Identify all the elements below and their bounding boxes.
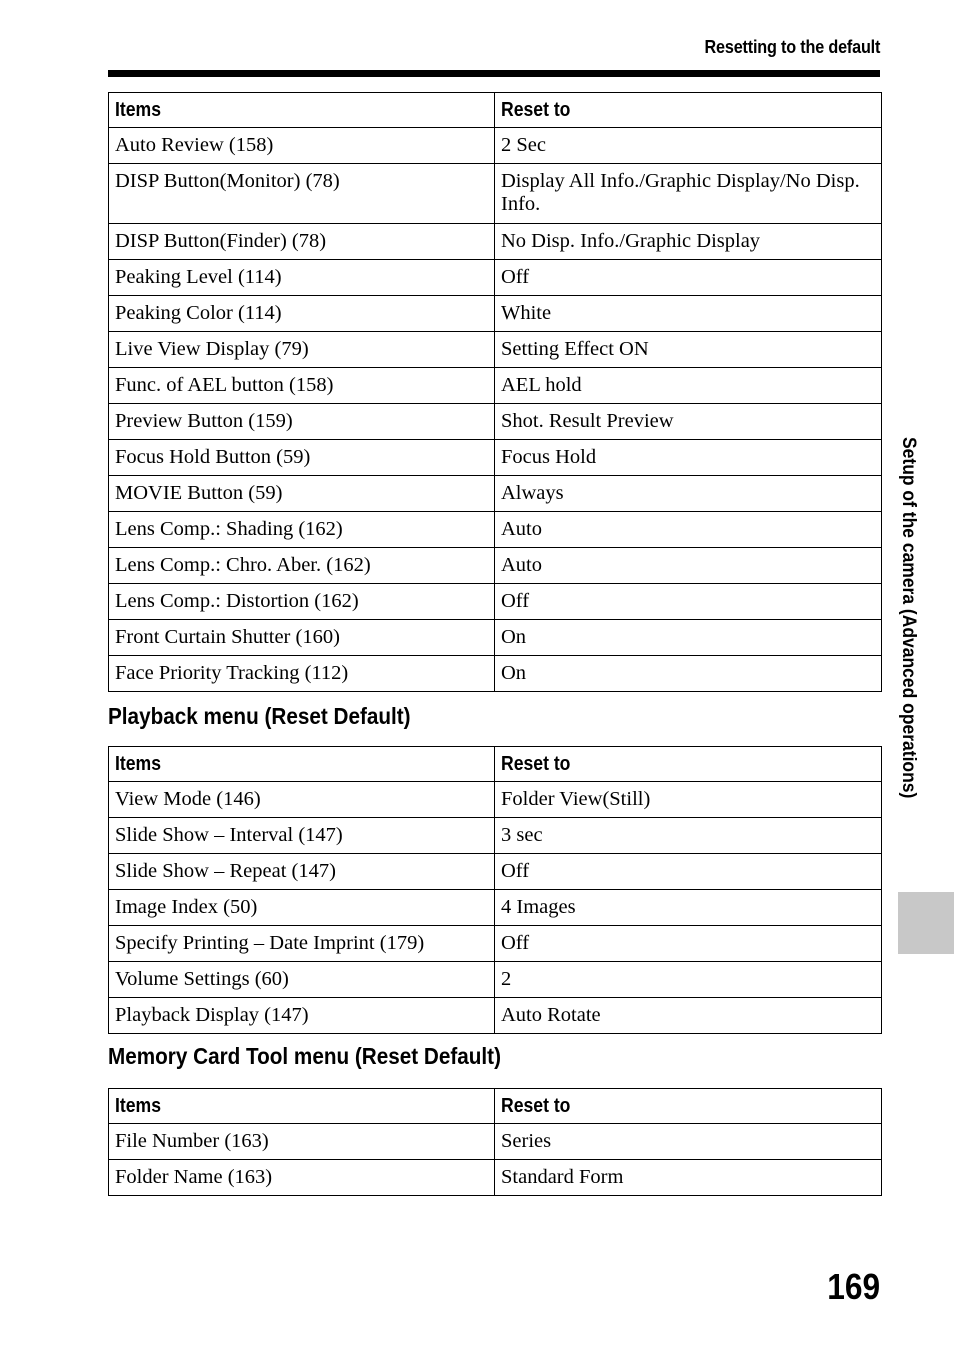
- table-row: [109, 296, 882, 332]
- table-row: [109, 440, 882, 476]
- reset-cell: Focus Hold: [495, 440, 882, 476]
- table-row: [109, 1124, 882, 1160]
- item-cell: Lens Comp.: Shading (162): [109, 512, 495, 548]
- table-header-row: [109, 747, 882, 782]
- item-cell: Slide Show – Interval (147): [109, 818, 495, 854]
- table-row: [109, 332, 882, 368]
- item-cell: Auto Review (158): [109, 128, 495, 164]
- reset-cell: Auto: [495, 548, 882, 584]
- running-head: Resetting to the default: [704, 37, 880, 57]
- reset-cell: Shot. Result Preview: [495, 404, 882, 440]
- reset-cell: On: [495, 620, 882, 656]
- item-cell: Slide Show – Repeat (147): [109, 854, 495, 890]
- item-cell: View Mode (146): [109, 782, 495, 818]
- table-row: [109, 260, 882, 296]
- table-header-row: [109, 1089, 882, 1124]
- reset-cell: Always: [495, 476, 882, 512]
- reset-cell: No Disp. Info./Graphic Display: [495, 224, 882, 260]
- item-cell: Image Index (50): [109, 890, 495, 926]
- column-header-items: Items: [109, 1089, 495, 1124]
- table-row: [109, 782, 882, 818]
- reset-cell: On: [495, 656, 882, 692]
- item-cell: Func. of AEL button (158): [109, 368, 495, 404]
- column-header-items: Items: [109, 747, 495, 782]
- memory-card-menu-heading: Memory Card Tool menu (Reset Default): [108, 1043, 501, 1069]
- item-cell: Peaking Level (114): [109, 260, 495, 296]
- table-row: [109, 404, 882, 440]
- reset-cell: 2: [495, 962, 882, 998]
- item-cell: MOVIE Button (59): [109, 476, 495, 512]
- reset-cell: 3 sec: [495, 818, 882, 854]
- table-row: [109, 128, 882, 164]
- reset-cell: Off: [495, 926, 882, 962]
- column-header-reset-to: Reset to: [495, 1089, 882, 1124]
- item-cell: Volume Settings (60): [109, 962, 495, 998]
- table-row: [109, 854, 882, 890]
- column-header-items: Items: [109, 93, 495, 128]
- item-cell: Face Priority Tracking (112): [109, 656, 495, 692]
- header-rule: [108, 70, 880, 77]
- table-row: [109, 476, 882, 512]
- reset-cell: 4 Images: [495, 890, 882, 926]
- table-row: [109, 656, 882, 692]
- table-row: [109, 890, 882, 926]
- table-row: [109, 548, 882, 584]
- table-row: [109, 368, 882, 404]
- item-cell: DISP Button(Finder) (78): [109, 224, 495, 260]
- item-cell: Lens Comp.: Distortion (162): [109, 584, 495, 620]
- playback-menu-heading: Playback menu (Reset Default): [108, 703, 411, 729]
- item-cell: Lens Comp.: Chro. Aber. (162): [109, 548, 495, 584]
- reset-cell: AEL hold: [495, 368, 882, 404]
- reset-cell: Setting Effect ON: [495, 332, 882, 368]
- item-cell: Front Curtain Shutter (160): [109, 620, 495, 656]
- reset-cell: Off: [495, 260, 882, 296]
- page-number: 169: [827, 1266, 880, 1307]
- reset-cell: Folder View(Still): [495, 782, 882, 818]
- table-row: [109, 584, 882, 620]
- reset-cell: Auto: [495, 512, 882, 548]
- reset-cell: Display All Info./Graphic Display/No Disp. Info.: [495, 164, 882, 224]
- reset-cell: White: [495, 296, 882, 332]
- table-header-row: [109, 93, 882, 128]
- chapter-side-label: Setup of the camera (Advanced operations): [898, 437, 919, 799]
- column-header-reset-to: Reset to: [495, 747, 882, 782]
- reset-cell: Series: [495, 1124, 882, 1160]
- table-row: [109, 962, 882, 998]
- item-cell: Specify Printing – Date Imprint (179): [109, 926, 495, 962]
- table-row: [109, 224, 882, 260]
- item-cell: Focus Hold Button (59): [109, 440, 495, 476]
- item-cell: Live View Display (79): [109, 332, 495, 368]
- table-row: [109, 998, 882, 1034]
- reset-cell: 2 Sec: [495, 128, 882, 164]
- item-cell: Preview Button (159): [109, 404, 495, 440]
- reset-cell: Off: [495, 584, 882, 620]
- table-row: [109, 620, 882, 656]
- column-header-reset-to: Reset to: [495, 93, 882, 128]
- reset-cell: Off: [495, 854, 882, 890]
- table-row: [109, 512, 882, 548]
- memory-card-menu-table: [108, 1088, 882, 1196]
- custom-settings-table: [108, 92, 882, 692]
- item-cell: File Number (163): [109, 1124, 495, 1160]
- item-cell: DISP Button(Monitor) (78): [109, 164, 495, 224]
- reset-cell: Standard Form: [495, 1160, 882, 1196]
- table-row: [109, 1160, 882, 1196]
- reset-cell: Auto Rotate: [495, 998, 882, 1034]
- item-cell: Playback Display (147): [109, 998, 495, 1034]
- item-cell: Folder Name (163): [109, 1160, 495, 1196]
- table-row: [109, 926, 882, 962]
- playback-menu-table: [108, 746, 882, 1034]
- table-row: [109, 164, 882, 224]
- item-cell: Peaking Color (114): [109, 296, 495, 332]
- table-row: [109, 818, 882, 854]
- chapter-tab-marker: [898, 892, 954, 954]
